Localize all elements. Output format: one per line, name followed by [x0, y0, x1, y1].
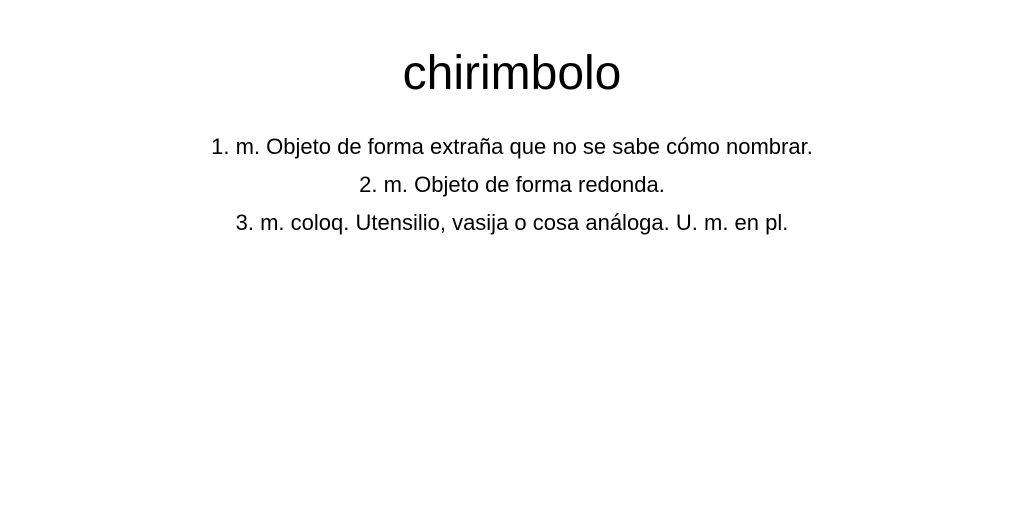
definition-list — [0, 128, 1024, 242]
definition-item: 1. m. Objeto de forma extraña que no se sabe cómo nombrar. — [211, 134, 813, 159]
definition-item: 2. m. Objeto de forma redonda. — [359, 172, 665, 197]
definition-item: 3. m. coloq. Utensilio, vasija o cosa análoga. U. m. en pl. — [235, 210, 789, 235]
entry-headword: chirimbolo — [402, 47, 622, 100]
